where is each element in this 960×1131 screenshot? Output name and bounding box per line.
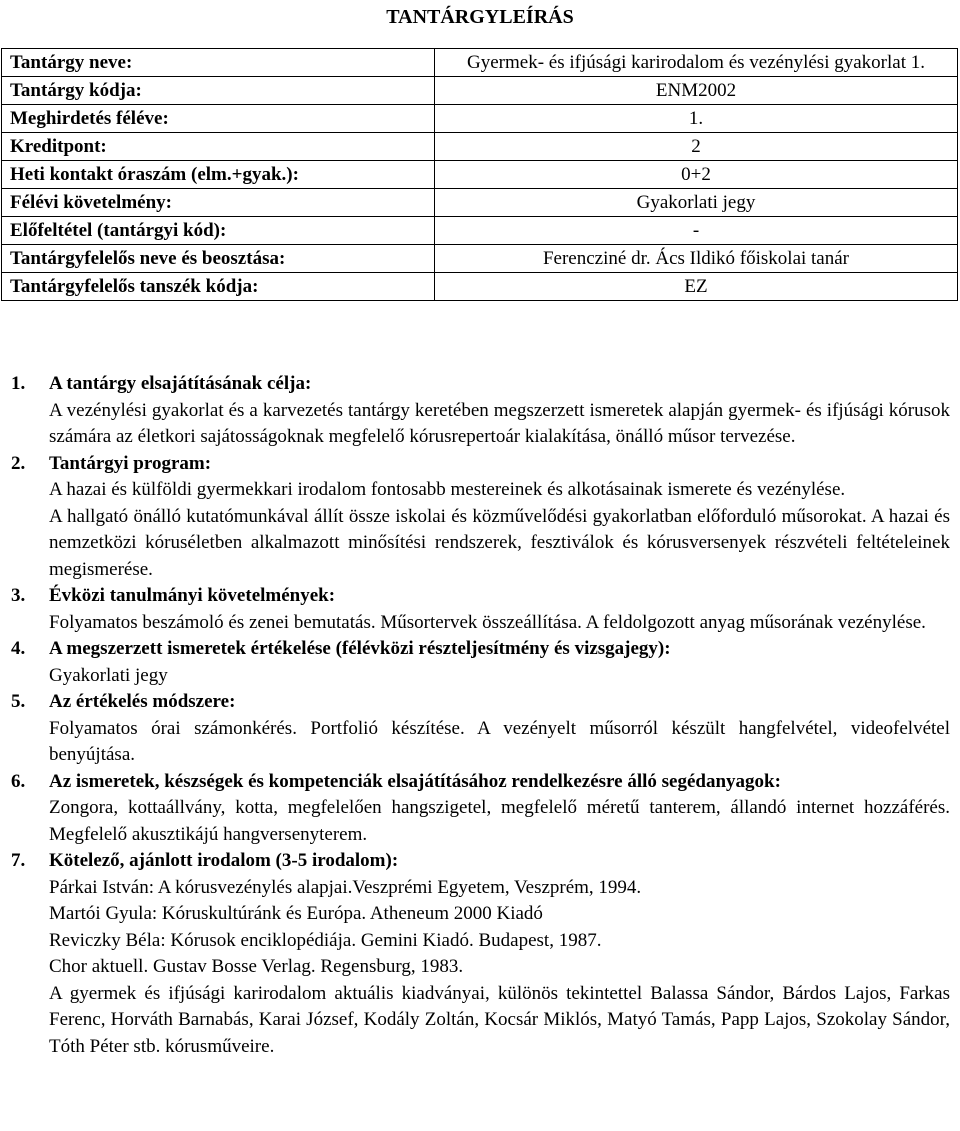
info-label: Félévi követelmény: bbox=[2, 189, 435, 217]
literature-item: Chor aktuell. Gustav Bosse Verlag. Regensburg, 1983. bbox=[49, 956, 464, 977]
info-row-semester bbox=[2, 105, 958, 133]
course-info-table bbox=[1, 48, 958, 301]
literature-item: A gyermek és ifjúsági karirodalom aktuális kiadványai, különös tekintettel Balassa Sándor, Bárdos Lajos, Farkas Ferenc, Horváth Barnabás, Karai József, Kodály Zoltán, Kocsár Miklós, Matyó Tamás, Papp Lajos, Szokolay Sándor, Tóth Péter stb. kórusműveire. bbox=[49, 982, 950, 1057]
section-heading bbox=[11, 451, 950, 478]
section-requirements bbox=[11, 583, 950, 636]
info-row-course-code bbox=[2, 77, 958, 105]
info-value: ENM2002 bbox=[435, 77, 958, 105]
section-title: Évközi tanulmányi követelmények: bbox=[49, 585, 336, 606]
section-paragraph: Folyamatos órai számonkérés. Portfolió készítése. A vezényelt műsorról készült hangfelvétel, videofelvétel benyújtása. bbox=[49, 717, 950, 765]
info-value: Ferencziné dr. Ács Ildikó főiskolai tanár bbox=[435, 245, 958, 273]
section-resources bbox=[11, 769, 950, 849]
section-heading bbox=[11, 769, 950, 796]
info-value: 0+2 bbox=[435, 161, 958, 189]
section-objective bbox=[11, 371, 950, 451]
section-heading bbox=[11, 848, 950, 875]
section-title: A megszerzett ismeretek értékelése (félévközi részteljesítmény és vizsgajegy): bbox=[49, 638, 671, 659]
info-row-responsible bbox=[2, 245, 958, 273]
info-row-department-code bbox=[2, 273, 958, 301]
info-row-credits bbox=[2, 133, 958, 161]
section-number: 1. bbox=[11, 373, 26, 394]
section-paragraph: A hazai és külföldi gyermekkari irodalom fontosabb mestereinek és alkotásainak ismerete és vezénylése. bbox=[49, 479, 846, 500]
section-literature bbox=[11, 848, 950, 1060]
section-title: Az értékelés módszere: bbox=[49, 691, 236, 712]
section-title: Kötelező, ajánlott irodalom (3-5 irodalom): bbox=[49, 850, 399, 871]
section-paragraph: Zongora, kottaállvány, kotta, megfelelően hangszigetel, megfelelő méretű tanterem, állandó internet hozzáférés. Megfelelő akusztikájú hangversenyterem. bbox=[49, 797, 950, 845]
section-heading bbox=[11, 636, 950, 663]
section-heading bbox=[11, 371, 950, 398]
info-value: - bbox=[435, 217, 958, 245]
section-assessment bbox=[11, 636, 950, 689]
section-paragraph: Gyakorlati jegy bbox=[49, 664, 168, 686]
info-value: EZ bbox=[435, 273, 958, 301]
info-row-prerequisite bbox=[2, 217, 958, 245]
course-description-body bbox=[11, 371, 950, 1060]
info-value: 2 bbox=[435, 133, 958, 161]
info-label: Tantárgy neve: bbox=[2, 49, 435, 77]
document-title: TANTÁRGYLEÍRÁS bbox=[386, 6, 574, 28]
info-label: Előfeltétel (tantárgyi kód): bbox=[2, 217, 435, 245]
section-paragraph: A hallgató önálló kutatómunkával állít össze iskolai és közművelődési gyakorlatban előforduló műsorokat. A hazai és nemzetközi kóruséletben alkalmazott minősítési rendszerek, fesztiválok és kórusversenyek részvételi feltételeinek megismerése. bbox=[49, 505, 950, 580]
section-number: 7. bbox=[11, 850, 26, 871]
section-assessment-method bbox=[11, 689, 950, 769]
section-number: 3. bbox=[11, 585, 26, 606]
literature-item: Martói Gyula: Kóruskultúránk és Európa. Atheneum 2000 Kiadó bbox=[49, 903, 543, 924]
literature-item: Párkai István: A kórusvezénylés alapjai.Veszprémi Egyetem, Veszprém, 1994. bbox=[49, 876, 642, 898]
info-label: Tantárgyfelelős neve és beosztása: bbox=[2, 245, 435, 273]
section-title: Az ismeretek, készségek és kompetenciák elsajátításához rendelkezésre álló segédanyagok: bbox=[49, 770, 781, 792]
section-paragraph: Folyamatos beszámoló és zenei bemutatás. Műsortervek összeállítása. A feldolgozott anyag műsorának vezénylése. bbox=[49, 611, 926, 633]
info-label: Kreditpont: bbox=[2, 133, 435, 161]
section-number: 6. bbox=[11, 770, 26, 792]
section-number: 2. bbox=[11, 452, 26, 474]
section-number: 4. bbox=[11, 638, 26, 659]
section-heading bbox=[11, 583, 950, 610]
info-label: Heti kontakt óraszám (elm.+gyak.): bbox=[2, 161, 435, 189]
section-title: Tantárgyi program: bbox=[49, 452, 212, 474]
section-program bbox=[11, 451, 950, 584]
info-row-requirement bbox=[2, 189, 958, 217]
section-number: 5. bbox=[11, 691, 26, 712]
info-row-course-name bbox=[2, 49, 958, 77]
literature-item: Reviczky Béla: Kórusok enciklopédiája. Gemini Kiadó. Budapest, 1987. bbox=[49, 929, 602, 951]
section-heading bbox=[11, 689, 950, 716]
info-value: Gyermek- és ifjúsági karirodalom és vezénylési gyakorlat 1. bbox=[435, 49, 958, 77]
info-value: Gyakorlati jegy bbox=[435, 189, 958, 217]
info-label: Tantárgy kódja: bbox=[2, 77, 435, 105]
info-value: 1. bbox=[435, 105, 958, 133]
section-paragraph: A vezénylési gyakorlat és a karvezetés tantárgy keretében megszerzett ismeretek alapján gyermek- és ifjúsági kórusok számára az életkori sajátosságoknak megfelelő kórusrepertoár kialakítása, önálló műsor tervezése. bbox=[49, 399, 950, 447]
info-label: Meghirdetés féléve: bbox=[2, 105, 435, 133]
info-label: Tantárgyfelelős tanszék kódja: bbox=[2, 273, 435, 301]
info-row-weekly-hours bbox=[2, 161, 958, 189]
section-title: A tantárgy elsajátításának célja: bbox=[49, 373, 312, 394]
